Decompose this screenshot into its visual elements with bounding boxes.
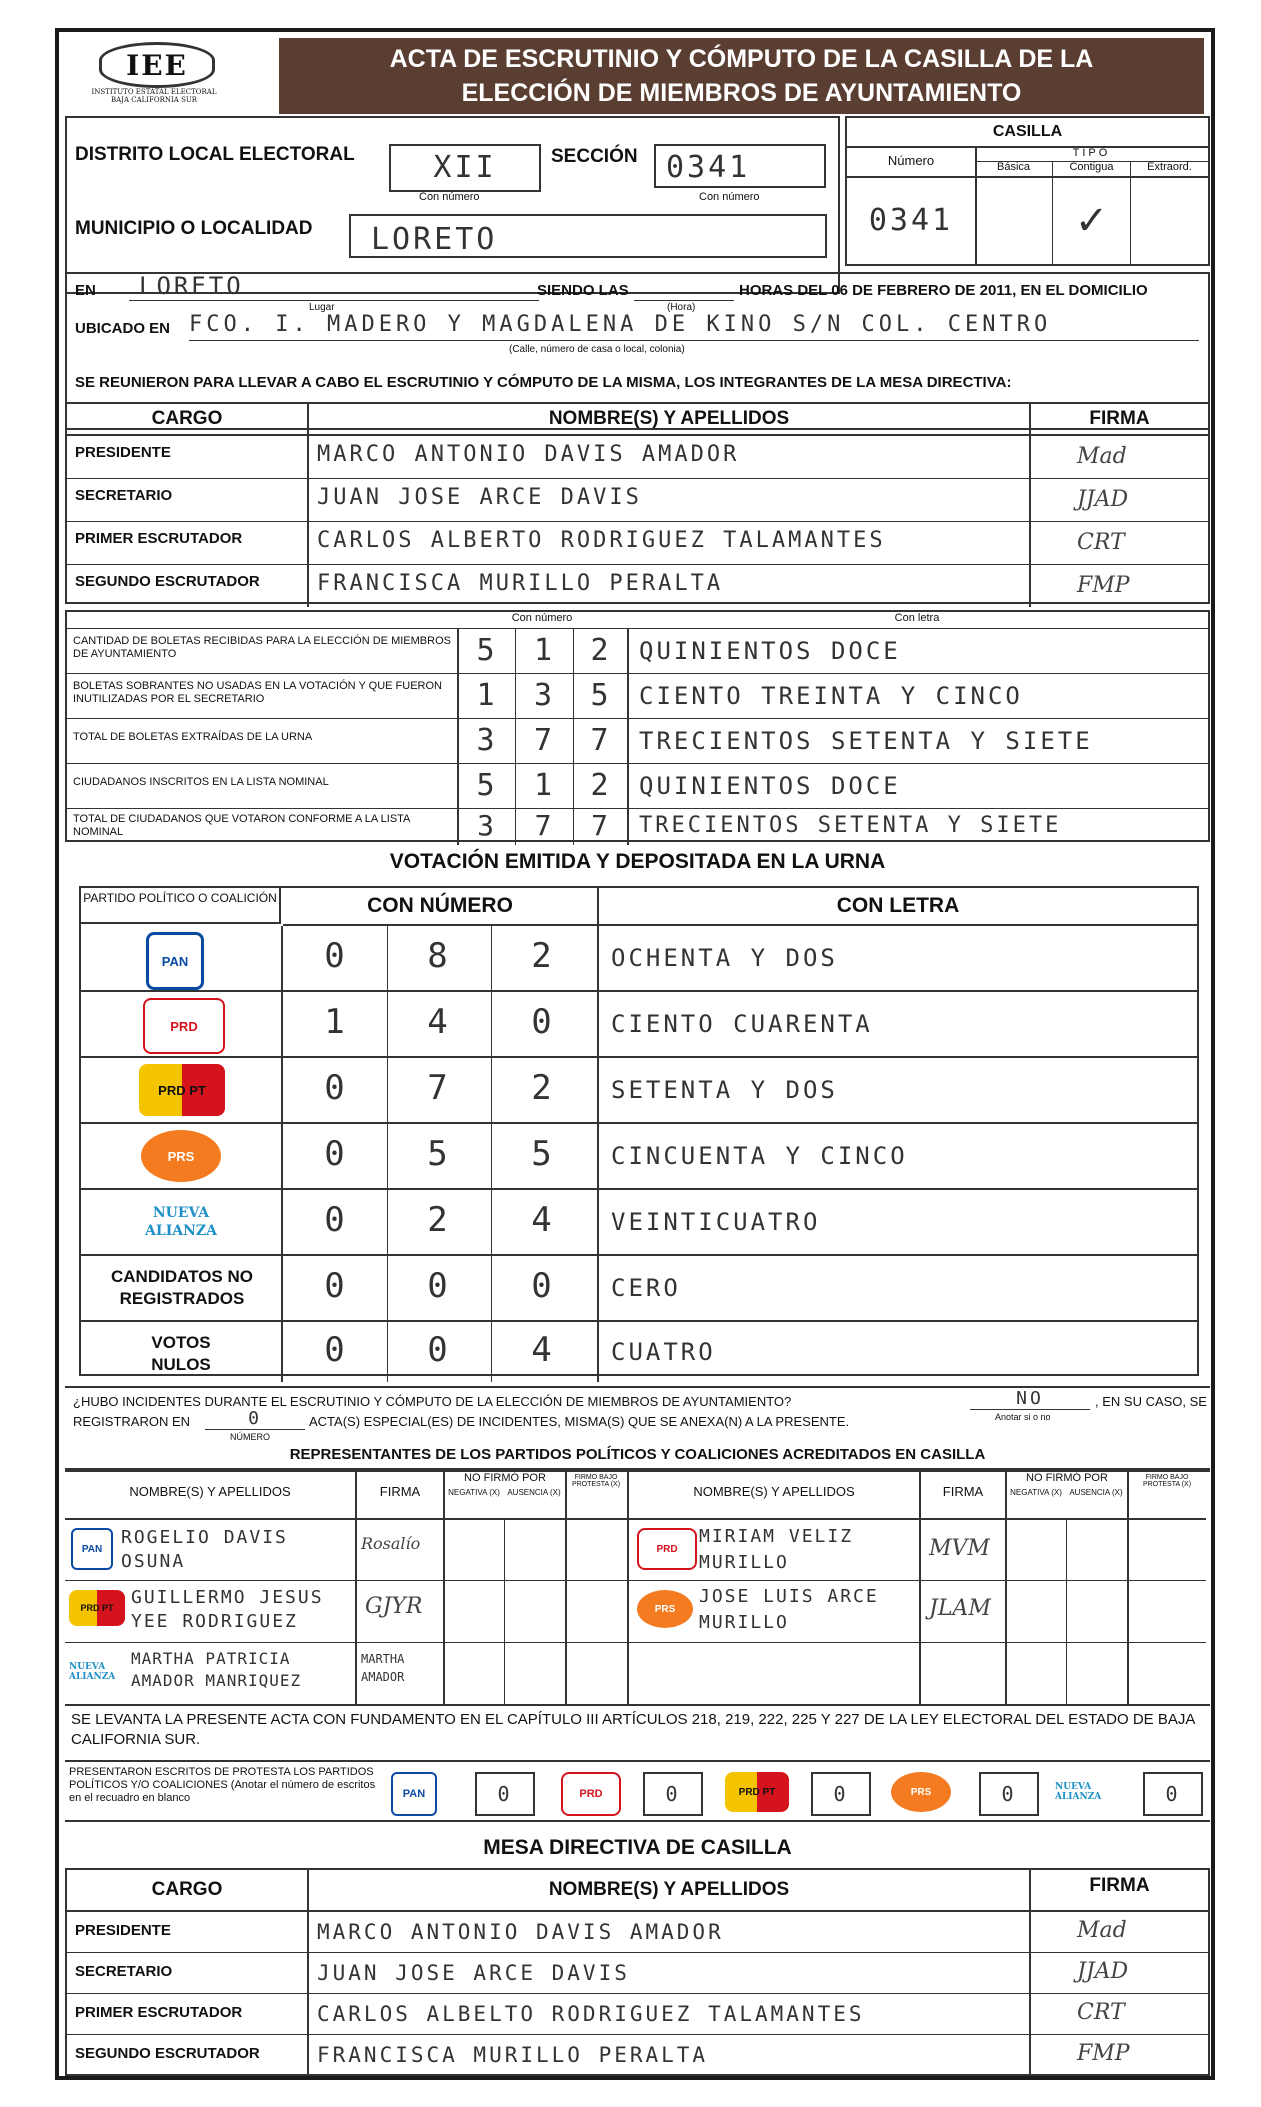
firma-cell[interactable]: FMP <box>1077 2041 1130 2066</box>
digit-cell[interactable]: 7 <box>533 723 556 758</box>
nombre-cell[interactable]: MARCO ANTONIO DAVIS AMADOR <box>317 1920 724 1944</box>
mesa-bottom-rows <box>67 1912 1208 2075</box>
table-row <box>67 479 1208 522</box>
letra-cell[interactable]: CERO <box>611 1274 681 1302</box>
rep-firma-cell[interactable]: MARTHA AMADOR <box>361 1652 405 1684</box>
table-row <box>81 926 1197 992</box>
letra-cell[interactable]: SETENTA Y DOS <box>611 1076 838 1104</box>
digit-cell[interactable]: 5 <box>531 1134 555 1174</box>
rep-nombre-cell[interactable]: ROGELIO DAVIS OSUNA <box>121 1527 288 1572</box>
basica-cell[interactable] <box>975 178 1053 264</box>
rep-nombre-cell[interactable]: GUILLERMO JESUS YEE RODRIGUEZ <box>131 1587 324 1632</box>
acta-form <box>55 28 1215 2080</box>
digit-cell[interactable]: 5 <box>590 678 612 713</box>
firma-cell[interactable]: CRT <box>1077 2000 1125 2025</box>
digit-cell[interactable]: 0 <box>324 1330 348 1370</box>
logo-text: IEE <box>99 42 215 88</box>
ausencia-header-right: AUSENCIA (X) <box>1069 1488 1123 1497</box>
partido-header: PARTIDO POLÍTICO O COALICIÓN <box>81 888 281 924</box>
mesa-top-table <box>65 402 1210 604</box>
form-title <box>279 38 1204 114</box>
digit-cell[interactable]: 2 <box>531 1068 555 1108</box>
boletas-table <box>65 610 1210 842</box>
letra-header: CON LETRA <box>599 888 1197 926</box>
table-row <box>67 764 1208 809</box>
rep-firma-cell[interactable]: JLAM <box>929 1596 991 1621</box>
table-row <box>81 1322 1197 1382</box>
pan-logo-icon: PAN <box>391 1772 437 1816</box>
hora-field[interactable] <box>634 272 734 301</box>
digit-cell[interactable]: 0 <box>427 1330 451 1370</box>
table-row <box>67 522 1208 565</box>
table-row <box>67 436 1208 479</box>
protesta-header-right: FIRMO BAJO PROTESTA (X) <box>1142 1474 1192 1488</box>
mesa-bottom-title: MESA DIRECTIVA DE CASILLA <box>483 1836 792 1859</box>
protesta-block <box>65 1760 1210 1822</box>
firma-cell[interactable]: FMP <box>1077 573 1130 598</box>
extraord-header: Extraord. <box>1131 161 1208 178</box>
numero-header: Número <box>847 146 977 178</box>
rep-nombre-header: NOMBRE(S) Y APELLIDOS <box>129 1484 291 1499</box>
no-firmo-header: NO FIRMÓ POR <box>464 1472 546 1484</box>
digit-cell[interactable]: 0 <box>531 1266 555 1306</box>
digit-cell[interactable]: 0 <box>324 1134 348 1174</box>
letra-cell[interactable]: CIENTO TREINTA Y CINCO <box>639 682 1023 710</box>
nueva-alianza-logo-icon: NUEVA ALIANZA <box>69 1662 116 1682</box>
digit-cell[interactable]: 7 <box>591 809 611 842</box>
casilla-numero-field[interactable]: 0341 <box>847 178 977 264</box>
incidentes-answer[interactable]: NO <box>970 1388 1090 1410</box>
digit-cell[interactable]: 4 <box>427 1002 451 1042</box>
digit-cell[interactable]: 0 <box>531 1002 555 1042</box>
en-su-caso: , EN SU CASO, SE <box>1095 1394 1207 1409</box>
digit-cell[interactable]: 4 <box>531 1200 555 1240</box>
en-label: EN <box>75 282 96 299</box>
digit-cell[interactable]: 3 <box>533 678 556 713</box>
cargo-cell: SECRETARIO <box>75 487 173 504</box>
boleta-label: CANTIDAD DE BOLETAS RECIBIDAS PARA LA ELECCIÓN DE MIEMBROS DE AYUNTAMIENTO <box>73 635 451 660</box>
cargo-cell: SECRETARIO <box>75 1963 173 1980</box>
protesta-count[interactable]: 0 <box>475 1772 535 1816</box>
rep-firma-cell[interactable]: GJYR <box>365 1594 423 1619</box>
nombre-cell[interactable]: FRANCISCA MURILLO PERALTA <box>317 571 724 596</box>
answer-caption: Anotar si o no <box>995 1412 1051 1422</box>
votos-nulos-label: VOTOS NULOS <box>151 1333 211 1374</box>
digit-cell[interactable]: 5 <box>476 633 498 668</box>
protesta-count[interactable]: 0 <box>979 1772 1039 1816</box>
nombre-cell[interactable]: JUAN JOSE ARCE DAVIS <box>317 485 642 510</box>
siendo-las-label: SIENDO LAS <box>537 282 629 299</box>
rep-firma-header: FIRMA <box>379 1484 421 1499</box>
numero-header: CON NÚMERO <box>283 888 599 926</box>
representantes-title: REPRESENTANTES DE LOS PARTIDOS POLÍTICOS Y COALICIONES ACREDITADOS EN CASILLA <box>289 1446 986 1463</box>
table-row <box>67 1953 1208 1994</box>
casilla-block <box>845 116 1210 266</box>
prd-logo-icon: PRD <box>637 1528 697 1570</box>
protesta-count[interactable]: 0 <box>643 1772 703 1816</box>
prd-logo-icon: PRD <box>561 1772 621 1816</box>
hora-caption: (Hora) <box>667 302 696 313</box>
distrito-field[interactable]: XII <box>389 144 541 192</box>
digit-cell[interactable]: 5 <box>427 1134 451 1174</box>
prs-logo-icon: PRS <box>891 1772 951 1812</box>
mesa-top-rows <box>67 436 1208 607</box>
title-line-2: ELECCIÓN DE MIEMBROS DE AYUNTAMIENTO <box>461 79 1022 107</box>
contigua-check[interactable]: ✓ <box>1053 178 1131 264</box>
distrito-label: DISTRITO LOCAL ELECTORAL <box>75 144 355 165</box>
iee-logo <box>79 40 229 104</box>
digit-cell[interactable]: 5 <box>476 768 498 803</box>
municipio-field[interactable]: LORETO <box>349 214 827 258</box>
domicilio-caption: (Calle, número de casa o local, colonia) <box>509 344 685 355</box>
letra-cell[interactable]: CIENTO CUARENTA <box>611 1010 873 1038</box>
digit-cell[interactable]: 2 <box>590 768 612 803</box>
rep-nombre-cell[interactable]: MARTHA PATRICIA AMADOR MANRIQUEZ <box>131 1649 302 1690</box>
votacion-table <box>79 886 1199 1376</box>
logo-caption-2: BAJA CALIFORNIA SUR <box>110 96 198 104</box>
prs-logo-icon: PRS <box>637 1590 693 1628</box>
rep-firma-cell[interactable]: MVM <box>929 1536 990 1561</box>
nombre-cell[interactable]: CARLOS ALBELTO RODRIGUEZ TALAMANTES <box>317 2002 865 2026</box>
cargo-cell: PRESIDENTE <box>75 1922 171 1939</box>
domicilio-field[interactable]: FCO. I. MADERO Y MAGDALENA DE KINO S/N COL. CENTRO <box>189 312 1199 341</box>
letra-cell[interactable]: VEINTICUATRO <box>611 1208 821 1236</box>
casilla-title: CASILLA <box>847 118 1208 148</box>
mesa-bottom-nombre-header: NOMBRE(S) Y APELLIDOS <box>309 1870 1031 1912</box>
nueva-alianza-logo-icon: NUEVA ALIANZA <box>1055 1782 1102 1802</box>
negativa-header: NEGATIVA (X) <box>448 1488 500 1497</box>
digit-cell[interactable]: 4 <box>531 1330 555 1370</box>
digit-cell[interactable]: 0 <box>324 1266 348 1306</box>
protesta-label: PRESENTARON ESCRITOS DE PROTESTA LOS PARTIDOS POLÍTICOS Y/O COALICIONES (Anotar el número de escritos en el recuadro en blanco <box>69 1766 376 1804</box>
rep-nombre-header-right: NOMBRE(S) Y APELLIDOS <box>693 1484 855 1499</box>
ausencia-header: AUSENCIA (X) <box>507 1488 561 1497</box>
letra-cell[interactable]: TRECIENTOS SETENTA Y SIETE <box>639 727 1093 755</box>
table-row <box>81 992 1197 1058</box>
firma-cell[interactable]: Mad <box>1077 444 1127 469</box>
letra-cell[interactable]: CINCUENTA Y CINCO <box>611 1142 908 1170</box>
prs-logo-icon: PRS <box>141 1130 221 1182</box>
cargo-cell: PRIMER ESCRUTADOR <box>75 530 243 547</box>
cargo-cell: PRESIDENTE <box>75 444 171 461</box>
prd-pt-logo-icon: PRD PT <box>725 1772 789 1812</box>
table-row <box>81 1124 1197 1190</box>
digit-cell[interactable]: 2 <box>590 633 612 668</box>
reunieron-text: SE REUNIERON PARA LLEVAR A CABO EL ESCRUTINIO Y CÓMPUTO DE LA MISMA, LOS INTEGRANTES DE LA MESA DIRECTIVA: <box>75 374 1012 391</box>
firma-cell[interactable]: CRT <box>1077 530 1125 555</box>
cargo-cell: SEGUNDO ESCRUTADOR <box>75 2045 260 2062</box>
digit-cell[interactable]: 3 <box>476 723 498 758</box>
digit-cell[interactable]: 1 <box>533 633 556 668</box>
representantes-table <box>65 1468 1210 1706</box>
letra-cell[interactable]: CUATRO <box>611 1338 716 1366</box>
nombre-cell[interactable]: JUAN JOSE ARCE DAVIS <box>317 1961 630 1985</box>
digit-cell[interactable]: 1 <box>324 1002 348 1042</box>
basica-header: Básica <box>975 161 1053 178</box>
table-row <box>67 719 1208 764</box>
table-row <box>67 1912 1208 1953</box>
incidentes-question: ¿HUBO INCIDENTES DURANTE EL ESCRUTINIO Y CÓMPUTO DE LA ELECCIÓN DE MIEMBROS DE AYUNTAMIENTO? <box>73 1394 792 1409</box>
seccion-label: SECCIÓN <box>551 146 638 167</box>
nueva-alianza-logo-icon: NUEVA ALIANZA <box>145 1205 217 1239</box>
digit-cell[interactable]: 8 <box>427 936 451 976</box>
location-block <box>65 116 840 294</box>
pan-logo-icon: PAN <box>146 932 204 990</box>
boletas-letra-header: Con letra <box>894 612 940 624</box>
table-row <box>67 674 1208 719</box>
seccion-caption: Con número <box>699 191 760 203</box>
registraron-label: REGISTRARON EN <box>73 1414 191 1429</box>
boleta-label: BOLETAS SOBRANTES NO USADAS EN LA VOTACIÓN Y QUE FUERON INUTILIZADAS POR EL SECRETARIO <box>73 680 442 705</box>
vote-rows <box>81 926 1197 1382</box>
fundamento-text: SE LEVANTA LA PRESENTE ACTA CON FUNDAMENTO EN EL CAPÍTULO III ARTÍCULOS 218, 219, 222, 225 Y 227 DE LA LEY ELECTORAL DEL ESTADO DE BAJA CALIFORNIA SUR. <box>71 1711 1195 1748</box>
digit-cell[interactable]: 0 <box>324 1200 348 1240</box>
lugar-caption: Lugar <box>309 302 335 313</box>
table-row <box>67 1994 1208 2035</box>
nombre-cell[interactable]: FRANCISCA MURILLO PERALTA <box>317 2043 709 2067</box>
rep-nombre-cell[interactable]: MIRIAM VELIZ MURILLO <box>699 1526 854 1573</box>
digit-cell[interactable]: 2 <box>427 1200 451 1240</box>
logo-caption-1: INSTITUTO ESTATAL ELECTORAL <box>91 88 217 96</box>
incidentes-count[interactable]: 0 <box>205 1408 305 1430</box>
boleta-label: TOTAL DE BOLETAS EXTRAÍDAS DE LA URNA <box>73 731 313 743</box>
table-row <box>67 2035 1208 2075</box>
firma-cell[interactable]: JJAD <box>1077 487 1129 512</box>
digit-cell[interactable]: 0 <box>324 936 348 976</box>
pan-logo-icon: PAN <box>71 1528 113 1570</box>
count-caption: NÚMERO <box>230 1432 270 1442</box>
municipio-label: MUNICIPIO O LOCALIDAD <box>75 218 313 239</box>
boleta-label: CIUDADANOS INSCRITOS EN LA LISTA NOMINAL <box>73 776 329 788</box>
extraord-cell[interactable] <box>1131 178 1208 264</box>
letra-cell[interactable]: QUINIENTOS DOCE <box>639 637 901 665</box>
digit-cell[interactable]: 3 <box>477 809 497 842</box>
rep-firma-header-right: FIRMA <box>942 1484 984 1499</box>
mesa-bottom-table <box>65 1868 1210 2076</box>
digit-cell[interactable]: 1 <box>533 768 556 803</box>
table-row <box>67 565 1208 607</box>
boleta-label: TOTAL DE CIUDADANOS QUE VOTARON CONFORME A LA LISTA NOMINAL <box>73 813 410 838</box>
ubicado-label: UBICADO EN <box>75 320 171 337</box>
contigua-header: Contigua <box>1053 161 1131 178</box>
protesta-header: FIRMO BAJO PROTESTA (X) <box>571 1474 621 1488</box>
digit-cell[interactable]: 0 <box>427 1266 451 1306</box>
table-row <box>81 1256 1197 1322</box>
mesa-top-nombre-header: NOMBRE(S) Y APELLIDOS <box>309 404 1031 436</box>
digit-cell[interactable]: 7 <box>534 809 555 842</box>
table-row <box>81 1190 1197 1256</box>
distrito-caption: Con número <box>419 191 480 203</box>
cargo-cell: SEGUNDO ESCRUTADOR <box>75 573 260 590</box>
boletas-numero-header: Con número <box>511 612 573 624</box>
incidentes-rest: ACTA(S) ESPECIAL(ES) DE INCIDENTES, MISMA(S) QUE SE ANEXA(N) A LA PRESENTE. <box>309 1414 850 1429</box>
tipo-header: TIPO <box>975 146 1208 162</box>
rep-firma-cell[interactable]: Rosalío <box>361 1534 421 1553</box>
table-row <box>67 629 1208 674</box>
firma-cell[interactable]: JJAD <box>1077 1959 1129 1984</box>
mesa-bottom-cargo-header: CARGO <box>67 1870 309 1912</box>
votacion-title: VOTACIÓN EMITIDA Y DEPOSITADA EN LA URNA <box>389 850 886 873</box>
prd-logo-icon: PRD <box>143 998 225 1054</box>
cargo-cell: PRIMER ESCRUTADOR <box>75 2004 243 2021</box>
nombre-cell[interactable]: MARCO ANTONIO DAVIS AMADOR <box>317 442 740 467</box>
protesta-count[interactable]: 0 <box>811 1772 871 1816</box>
letra-cell[interactable]: QUINIENTOS DOCE <box>639 772 901 800</box>
table-row <box>67 809 1208 845</box>
mesa-top-firma-header: FIRMA <box>1031 404 1208 436</box>
digit-cell[interactable]: 1 <box>476 678 498 713</box>
horas-text: HORAS DEL 06 DE FEBRERO DE 2011, EN EL DOMICILIO <box>739 282 1148 299</box>
letra-cell[interactable]: TRECIENTOS SETENTA Y SIETE <box>639 813 1062 838</box>
prd-pt-logo-icon: PRD PT <box>139 1064 225 1116</box>
no-firmo-header-right: NO FIRMÓ POR <box>1026 1472 1108 1484</box>
negativa-header-right: NEGATIVA (X) <box>1010 1488 1062 1497</box>
mesa-top-cargo-header: CARGO <box>67 404 309 436</box>
digit-cell[interactable]: 7 <box>590 723 612 758</box>
digit-cell[interactable]: 7 <box>427 1068 451 1108</box>
firma-cell[interactable]: Mad <box>1077 1918 1127 1943</box>
table-row <box>81 1058 1197 1124</box>
no-registrados-label: CANDIDATOS NO REGISTRADOS <box>111 1267 253 1308</box>
rep-nombre-cell[interactable]: JOSE LUIS ARCE MURILLO <box>699 1586 879 1633</box>
letra-cell[interactable]: OCHENTA Y DOS <box>611 944 838 972</box>
prd-pt-logo-icon: PRD PT <box>69 1590 125 1626</box>
lugar-field[interactable]: LORETO <box>129 272 539 301</box>
mesa-bottom-firma-header: FIRMA <box>1031 1870 1208 1912</box>
digit-cell[interactable]: 2 <box>531 936 555 976</box>
digit-cell[interactable]: 0 <box>324 1068 348 1108</box>
nombre-cell[interactable]: CARLOS ALBERTO RODRIGUEZ TALAMANTES <box>317 528 886 553</box>
representantes-headers <box>65 1470 1206 1520</box>
title-line-1: ACTA DE ESCRUTINIO Y CÓMPUTO DE LA CASILLA DE LA <box>389 45 1094 73</box>
seccion-field[interactable]: 0341 <box>654 144 826 188</box>
boletas-rows <box>67 628 1208 845</box>
protesta-count[interactable]: 0 <box>1143 1772 1203 1816</box>
